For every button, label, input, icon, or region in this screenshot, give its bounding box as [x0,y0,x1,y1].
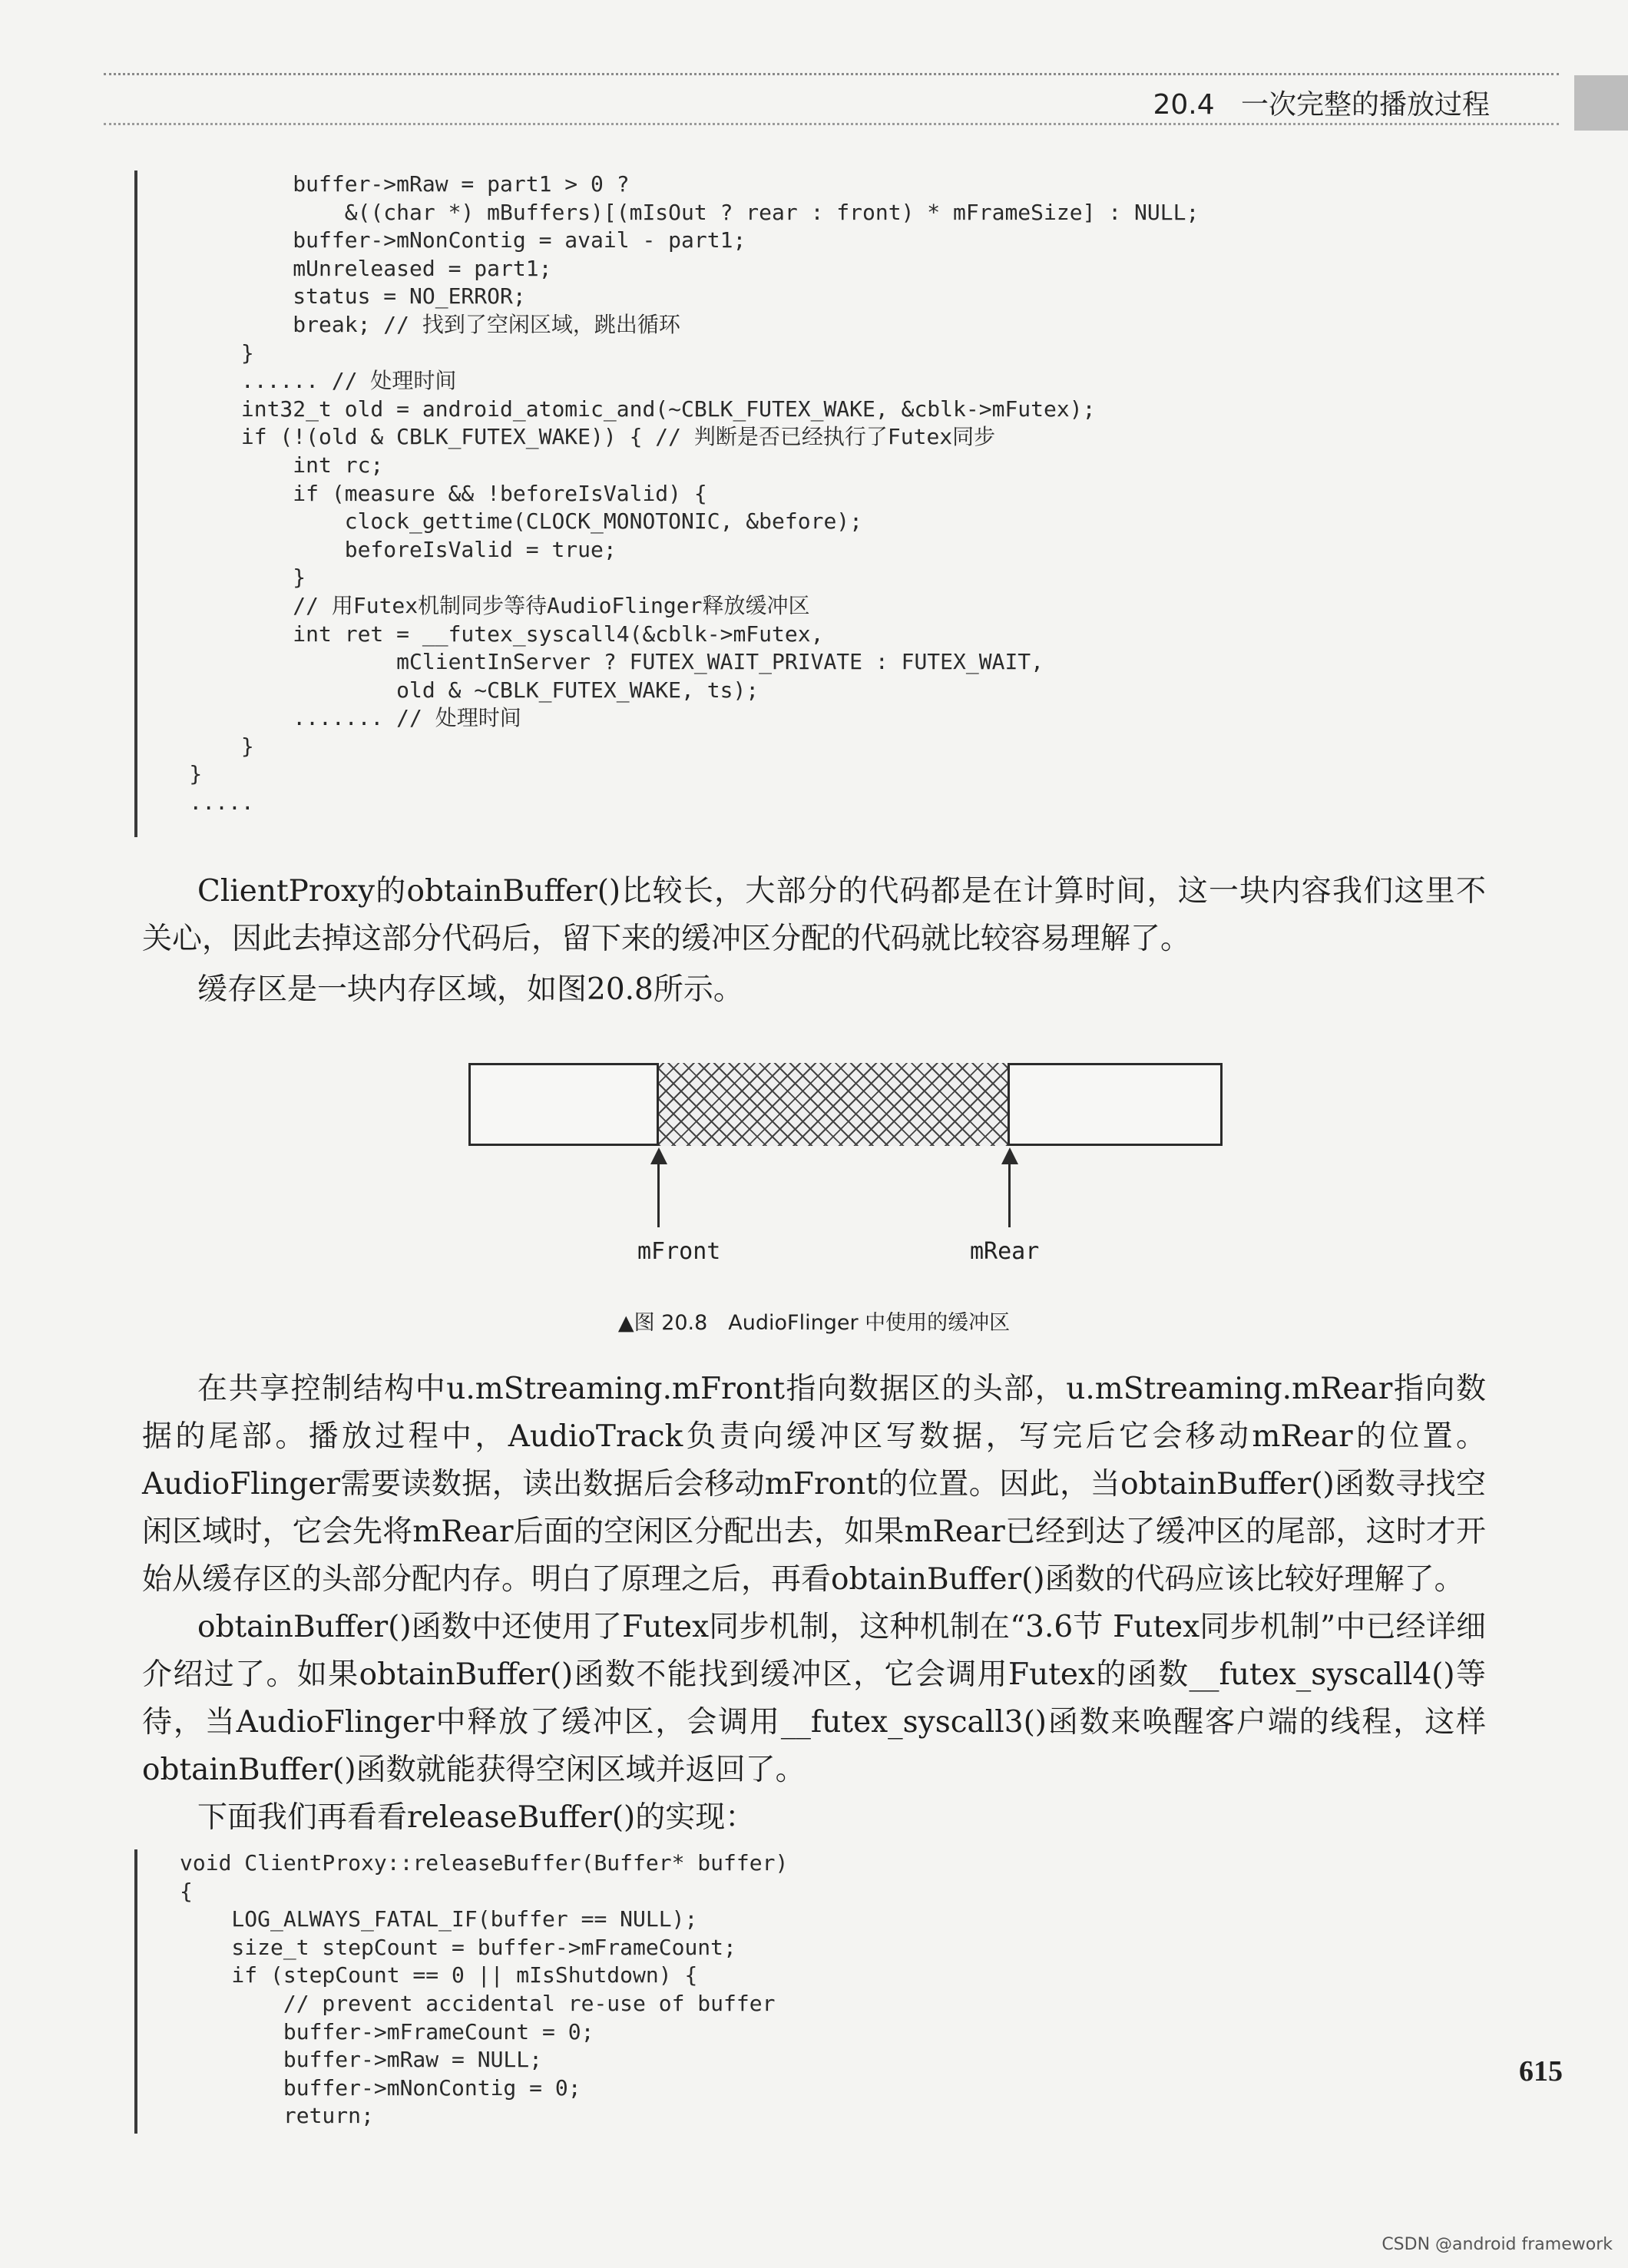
code-line: int ret = __futex_syscall4(&cblk->mFutex, [137,621,824,647]
code-block-obtain-buffer [134,171,1520,837]
paragraph-text: obtainBuffer()函数中还使用了Futex同步机制，这种机制在“3.6节 Futex同步机制”中已经详细介绍过了。如果obtainBuffer()函数不能找到缓冲区，它会调用Futex的函数__futex_syscall4()等待，当AudioFlinger中释放了缓冲区，会调用__futex_syscall3()函数来唤醒客户端的线程，这样obtainBuffer()函数就能获得空闲区域并返回了。 [142,1610,1486,1787]
code-line: if (!(old & CBLK_FUTEX_WAKE)) { // 判断是否已经执行了Futex同步 [137,424,996,450]
header-rule-lower [104,123,1559,125]
code-line: clock_gettime(CLOCK_MONOTONIC, &before); [137,508,863,535]
code-line: mUnreleased = part1; [137,255,552,281]
code-line: { [180,1878,193,1904]
code-line: int rc; [137,452,384,478]
code-line: int32_t old = android_atomic_and(~CBLK_FUTEX_WAKE, &cblk->mFutex); [137,396,1096,422]
code-line: } [137,761,203,787]
code-line: if (measure && !beforeIsValid) { [137,480,707,506]
code-line: size_t stepCount = buffer->mFrameCount; [180,1934,736,1960]
code-line: } [137,733,254,759]
code-line: ....... // 处理时间 [137,705,521,731]
paragraph-text: 在共享控制结构中u.mStreaming.mFront指向数据区的头部，u.mStreaming.mRear指向数据的尾部。播放过程中，AudioTrack负责向缓冲区写数据，写完后它会移动mRear的位置。AudioFlinger需要读数据，读出数据后会移动mFront的位置。因此，当obtainBuffer()函数寻找空闲区域时，它会先将mRear后面的空闲区分配出去，如果mRear已经到达了缓冲区的尾部，这时才开始从缓存区的头部分配内存。明白了原理之后，再看obtainBuffer()函数的代码应该比较好理解了。 [142,1372,1486,1597]
code-line: } [137,339,254,366]
code-line: status = NO_ERROR; [137,283,526,310]
code-line: ...... // 处理时间 [137,368,457,394]
code-line: buffer->mFrameCount = 0; [180,2018,594,2045]
chapter-title: 一次完整的播放过程 [1240,89,1490,121]
code-line: old & ~CBLK_FUTEX_WAKE, ts); [137,677,759,703]
code-line: mClientInServer ? FUTEX_WAIT_PRIVATE : FUTEX_WAIT, [137,649,1044,675]
code-block-release-buffer [134,1849,1520,2134]
code-line: &((char *) mBuffers)[(mIsOut ? rear : front) * mFrameSize] : NULL; [137,199,1199,225]
paragraph-futex [142,1604,1486,1794]
watermark: CSDN @android framework [1381,2235,1613,2254]
paragraph-buffer-intro [142,966,1486,1014]
paragraph-text: ClientProxy的obtainBuffer()比较长，大部分的代码都是在计算时间，这一块内容我们这里不关心，因此去掉这部分代码后，留下来的缓冲区分配的代码就比较容易理解了。 [142,874,1486,956]
code-line: // prevent accidental re-use of buffer [180,1990,776,2016]
mfront-arrow-line [657,1161,660,1227]
code-line: buffer->mNonContig = avail - part1; [137,227,746,253]
running-header [1153,83,1490,122]
paragraph-release-intro [142,1794,1486,1842]
mrear-label: mRear [970,1238,1040,1265]
paragraph-obtain-buffer-summary [142,868,1486,963]
mrear-arrow-line [1008,1161,1011,1227]
section-number: 20.4 [1153,89,1215,121]
code-line: buffer->mRaw = part1 > 0 ? [137,171,630,197]
header-rule [104,73,1559,75]
code-line: ..... [137,790,254,816]
code-line: if (stepCount == 0 || mIsShutdown) { [180,1962,698,1988]
figure-caption: ▲图 20.8 AudioFlinger 中使用的缓冲区 [617,1311,1011,1335]
mfront-label: mFront [637,1238,721,1265]
code-line: void ClientProxy::releaseBuffer(Buffer* buffer) [180,1850,789,1876]
paragraph-front-rear [142,1366,1486,1604]
paragraph-text: 下面我们再看看releaseBuffer()的实现： [197,1800,756,1835]
code-line: beforeIsValid = true; [137,536,617,562]
code-line: buffer->mNonContig = 0; [180,2074,581,2101]
code-line: // 用Futex机制同步等待AudioFlinger释放缓冲区 [137,592,810,618]
buffer-data-region [657,1063,1010,1146]
code-line: LOG_ALWAYS_FATAL_IF(buffer == NULL); [180,1906,698,1932]
page-edge-tab [1574,75,1628,131]
code-line: break; // 找到了空闲区域，跳出循环 [137,311,680,337]
paragraph-text: 缓存区是一块内存区域，如图20.8所示。 [197,972,743,1007]
code-line: buffer->mRaw = NULL; [180,2047,543,2073]
page-number: 615 [1519,2055,1563,2088]
code-line: } [137,565,306,591]
code-line: return; [180,2103,374,2129]
